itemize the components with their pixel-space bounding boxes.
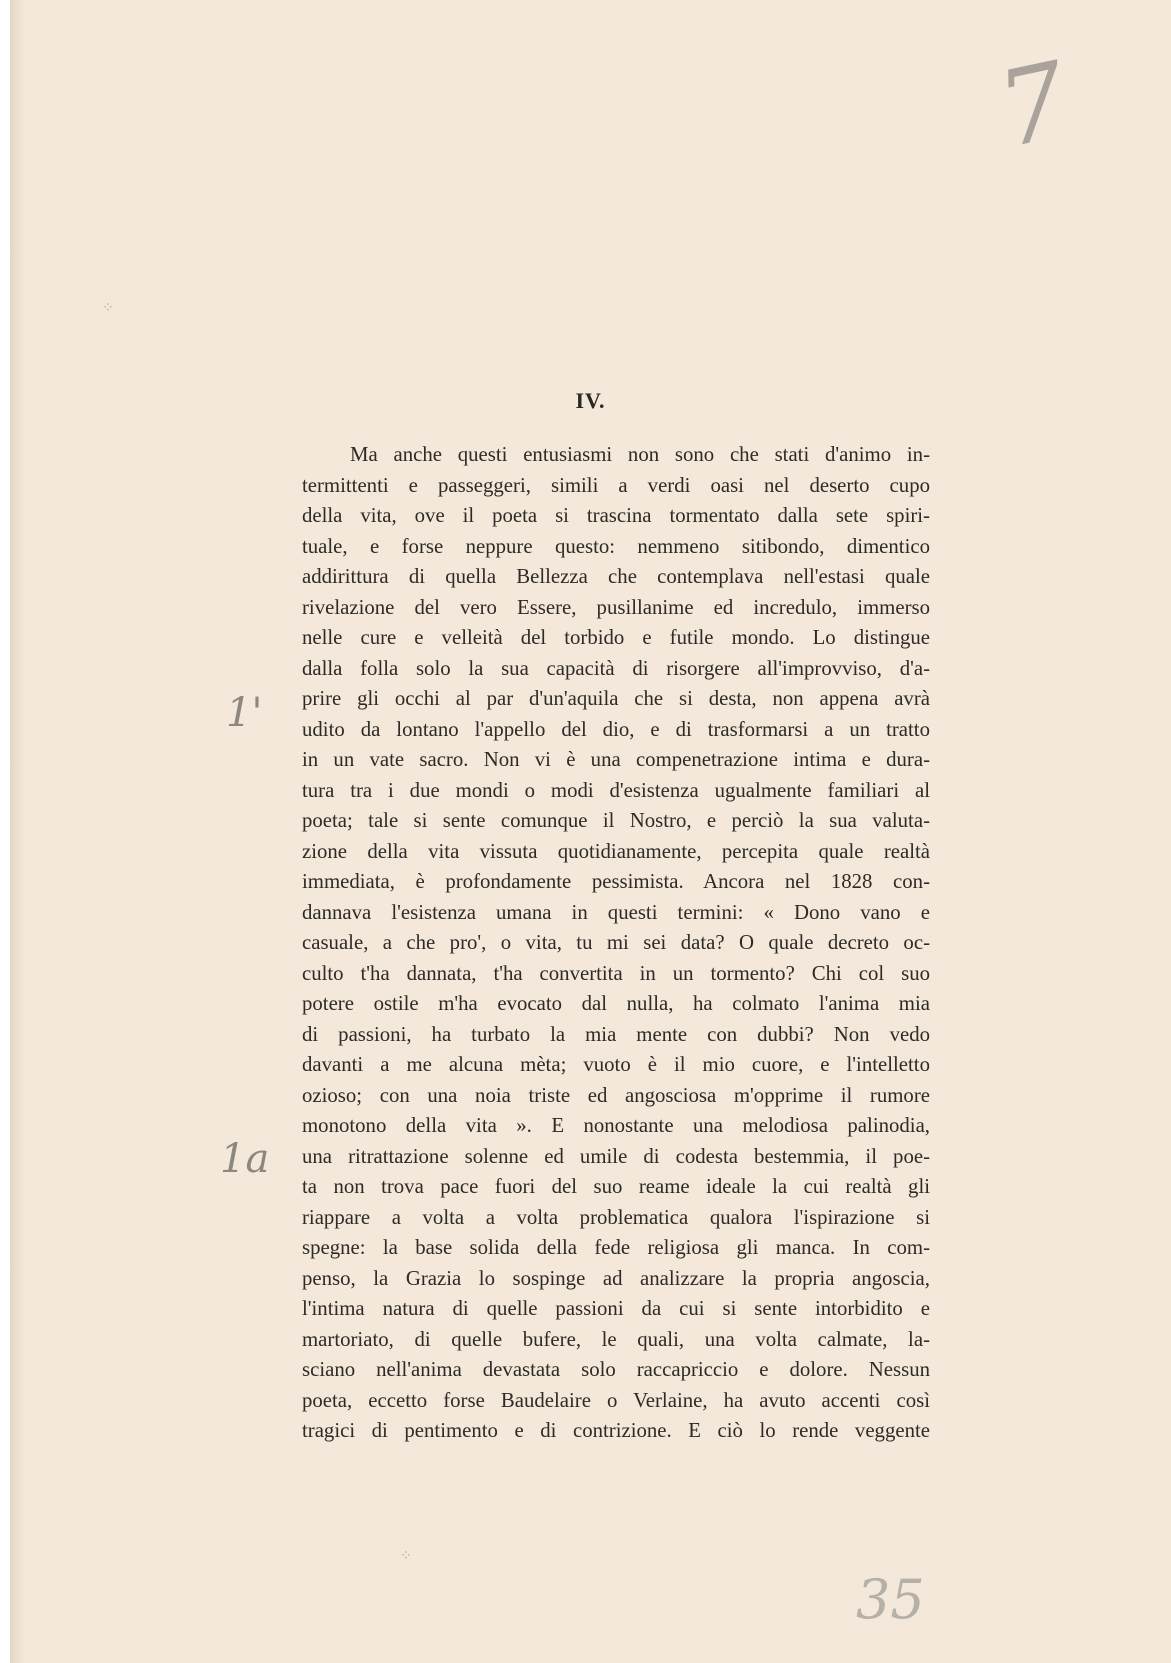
text-line: spegne: la base solida della fede religiosa gli manca. In com- [302,1236,930,1259]
text-line: nelle cure e velleità del torbido e futile mondo. Lo distingue [302,626,930,649]
text-line: in un vate sacro. Non vi è una compenetrazione intima e dura- [302,748,930,771]
text-line: poeta; tale si sente comunque il Nostro, e perciò la sua valuta- [302,809,930,832]
text-line: monotono della vita ». E nonostante una melodiosa palinodia, [302,1114,930,1137]
text-line: immediata, è profondamente pessimista. Ancora nel 1828 con- [302,870,930,893]
text-line: davanti a me alcuna mèta; vuoto è il mio cuore, e l'intelletto [302,1053,930,1076]
handwritten-page-number-bottom: 35 [856,1568,925,1631]
paper-stain: ⁘ [400,1548,412,1564]
paper-stain: ⁘ [102,300,114,316]
handwritten-margin-note-2: 1a [220,1136,270,1182]
text-line: poeta, eccetto forse Baudelaire o Verlaine, ha avuto accenti così [302,1388,930,1412]
body-text [302,440,930,1447]
document-page [10,0,1171,1663]
text-line: Ma anche questi entusiasmi non sono che stati d'animo in- [350,443,930,466]
handwritten-margin-note-1: 1' [226,690,263,736]
text-line: termittenti e passeggeri, simili a verdi oasi nel deserto cupo [302,473,930,497]
text-line: culto t'ha dannata, t'ha convertita in un tormento? Chi col suo [302,961,930,985]
text-line: della vita, ove il poeta si trascina tormentato dalla sete spiri- [302,504,930,527]
text-line: tuale, e forse neppure questo: nemmeno sitibondo, dimentico [302,534,930,558]
text-line: una ritrattazione solenne ed umile di codesta bestemmia, il poe- [302,1144,930,1168]
text-line: di passioni, ha turbato la mia mente con dubbi? Non vedo [302,1022,930,1046]
text-line: ozioso; con una noia triste ed angosciosa m'opprime il rumore [302,1083,930,1107]
text-line: casuale, a che pro', o vita, tu mi sei data? O quale decreto oc- [302,931,930,954]
text-line: tragici di pentimento e di contrizione. E ciò lo rende veggente [302,1419,930,1442]
text-line: rivelazione del vero Essere, pusillanime ed incredulo, immerso [302,595,930,619]
handwritten-page-number-top: 7 [988,38,1079,172]
text-line: dannava l'esistenza umana in questi termini: « Dono vano e [302,900,930,924]
chapter-heading: IV. [575,388,606,413]
text-line: martoriato, di quelle bufere, le quali, una volta calmate, la- [302,1327,930,1351]
text-line: sciano nell'anima devastata solo raccapriccio e dolore. Nessun [302,1358,930,1381]
text-line: l'intima natura di quelle passioni da cui si sente intorbidito e [302,1297,930,1320]
text-line: dalla folla solo la sua capacità di risorgere all'improvviso, d'a- [302,656,930,680]
text-line: penso, la Grazia lo sospinge ad analizzare la propria angoscia, [302,1266,930,1290]
text-line: ta non trova pace fuori del suo reame ideale la cui realtà gli [302,1175,930,1198]
text-line: udito da lontano l'appello del dio, e di trasformarsi a un tratto [302,717,930,741]
text-line: potere ostile m'ha evocato dal nulla, ha colmato l'anima mia [302,992,930,1015]
text-line: addirittura di quella Bellezza che contemplava nell'estasi quale [302,565,930,588]
text-line: prire gli occhi al par d'un'aquila che si desta, non appena avrà [302,687,930,710]
text-line: zione della vita vissuta quotidianamente, percepita quale realtà [302,839,930,863]
page-edge-shadow [10,0,24,1663]
text-line: riappare a volta a volta problematica qualora l'ispirazione si [302,1205,930,1229]
text-line: tura tra i due mondi o modi d'esistenza ugualmente familiari al [302,778,930,802]
